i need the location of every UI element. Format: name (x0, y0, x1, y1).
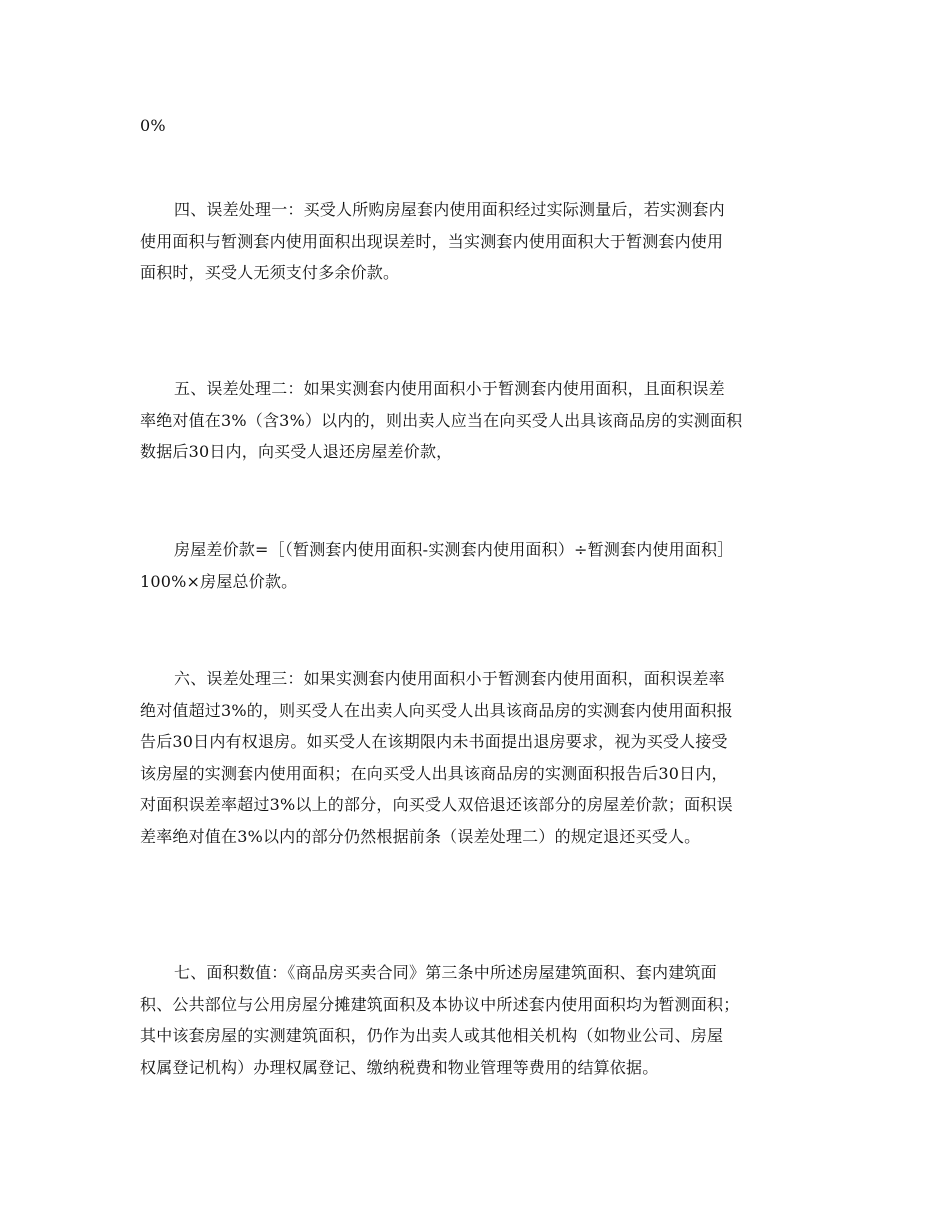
paragraph-formula (140, 534, 820, 597)
text-line: 六、误差处理三：如果实测套内使用面积小于暂测套内使用面积，面积误差率 (174, 669, 725, 688)
paragraph-section-7 (140, 957, 820, 1083)
text-line: 告后30日内有权退房。如买受人在该期限内未书面提出退房要求，视为买受人接受 (140, 732, 728, 751)
text-line: 差率绝对值在3%以内的部分仍然根据前条（误差处理二）的规定退还买受人。 (140, 826, 701, 846)
text-line: 权属登记机构）办理权属登记、缴纳税费和物业管理等费用的结算依据。 (140, 1057, 659, 1077)
text-line: 100%×房屋总价款。 (140, 571, 298, 591)
text-line: 其中该套房屋的实测建筑面积，仍作为出卖人或其他相关机构（如物业公司、房屋 (140, 1026, 724, 1045)
text-line: 该房屋的实测套内使用面积；在向买受人出具该商品房的实测面积报告后30日内， (140, 763, 728, 783)
text-line: 面积时，买受人无须支付多余价款。 (140, 263, 400, 282)
paragraph-section-6 (140, 663, 820, 852)
text-line: 七、面积数值：《商品房买卖合同》第三条中所述房屋建筑面积、套内建筑面 (174, 963, 717, 982)
text-line: 五、误差处理二：如果实测套内使用面积小于暂测套内使用面积，且面积误差 (174, 379, 725, 398)
text-line: 房屋差价款=［（暂测套内使用面积-实测套内使用面积）÷暂测套内使用面积］ (174, 540, 734, 559)
paragraph-fragment (140, 110, 820, 142)
text-line: 使用面积与暂测套内使用面积出现误差时，当实测套内使用面积大于暂测套内使用 (140, 231, 724, 251)
paragraph-section-5 (140, 373, 820, 468)
text-line: 四、误差处理一：买受人所购房屋套内使用面积经过实际测量后，若实测套内 (174, 200, 725, 219)
text-line: 绝对值超过3%的，则买受人在出卖人向买受人出具该商品房的实测套内使用面积报 (140, 700, 733, 720)
text-line: 率绝对值在3%（含3%）以内的，则出卖人应当在向买受人出具该商品房的实测面积 (140, 410, 743, 430)
text-line: 0% (140, 116, 166, 135)
text-line: 对面积误差率超过3%以上的部分，向买受人双倍退还该部分的房屋差价款；面积误 (140, 795, 733, 814)
paragraph-section-4 (140, 194, 820, 289)
text-line: 积、公共部位与公用房屋分摊建筑面积及本协议中所述套内使用面积均为暂测面积； (140, 994, 740, 1014)
text-line: 数据后30日内，向买受人退还房屋差价款， (140, 442, 453, 461)
